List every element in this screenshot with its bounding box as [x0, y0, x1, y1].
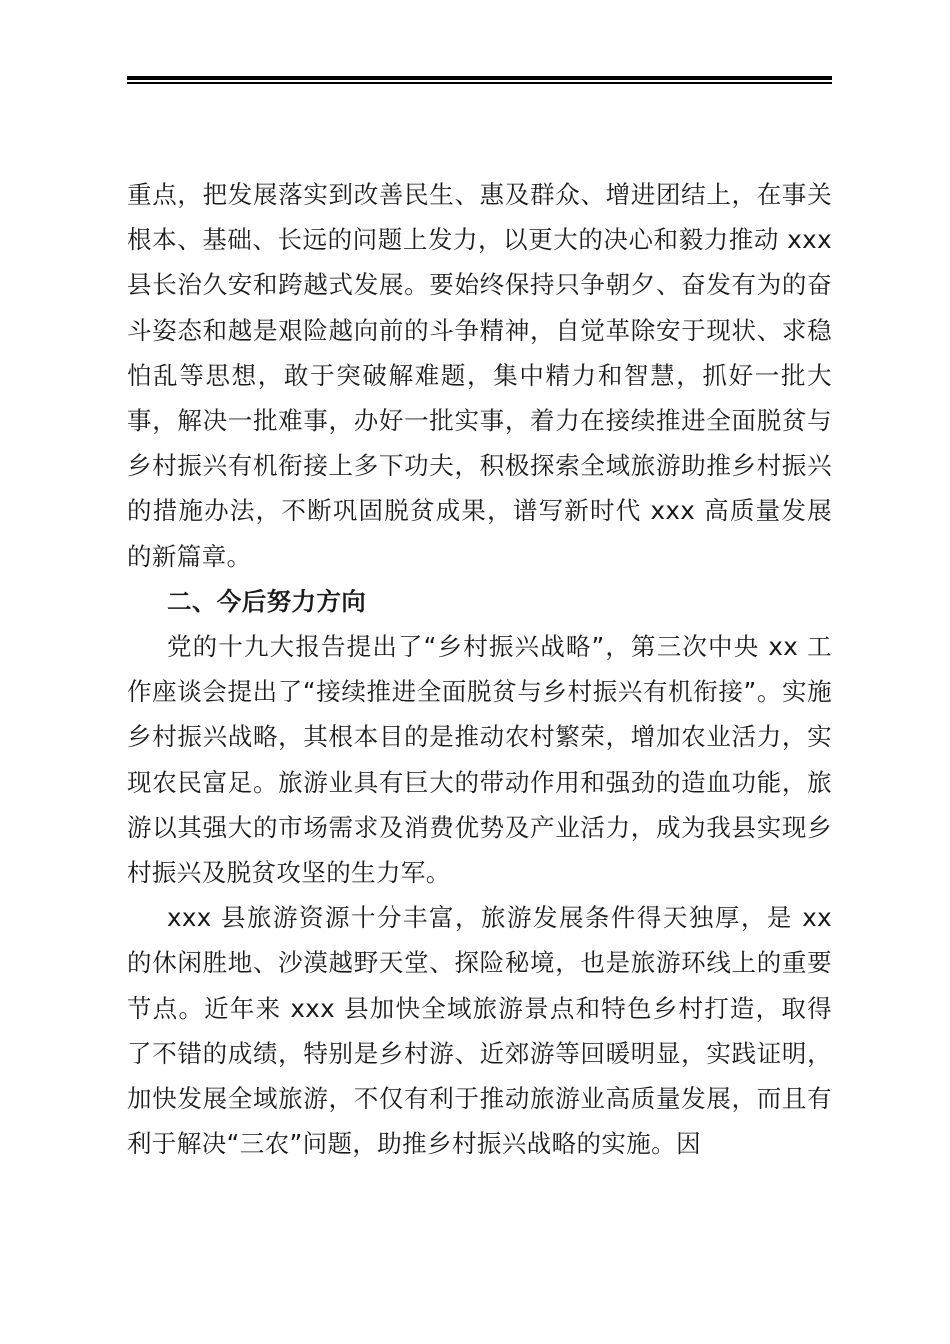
paragraph-strategy: 党的十九大报告提出了“乡村振兴战略”，第三次中央 xx 工作座谈会提出了“接续推进全面脱贫与乡村振兴有机衔接”。实施乡村振兴战略，其根本目的是推动农村繁荣，增加农业活力，实现农民富足。旅游业具有巨大的带动作用和强劲的造血功能，旅游以其强大的市场需求及消费优势及产业活力，成为我县实现乡村振兴及脱贫攻坚的生力军。: [127, 632, 832, 888]
section-heading: 二、今后努力方向: [167, 586, 367, 616]
paragraph-tourism: xxx 县旅游资源十分丰富，旅游发展条件得天独厚，是 xx 的休闲胜地、沙漠越野天堂、探险秘境，也是旅游环线上的重要节点。近年来 xxx 县加快全域旅游景点和特色乡村打造，取得了不错的成绩，特别是乡村游、近郊游等回暖明显，实践证明，加快发展全域旅游，不仅有利于推动旅游业高质量发展，而且有利于解决“三农”问题，助推乡村振兴战略的实施。因: [127, 903, 832, 1159]
header-double-rule-thick: [127, 76, 832, 80]
header-double-rule-thin: [127, 82, 832, 84]
paragraph-continued: 重点，把发展落实到改善民生、惠及群众、增进团结上，在事关根本、基础、长远的问题上发力，以更大的决心和毅力推动 xxx 县长治久安和跨越式发展。要始终保持只争朝夕、奋发有为的奋斗姿态和越是艰险越向前的斗争精神，自觉革除安于现状、求稳怕乱等思想，敢于突破解难题，集中精力和智慧，抓好一批大事，解决一批难事，办好一批实事，着力在接续推进全面脱贫与乡村振兴有机衔接上多下功夫，积极探索全域旅游助推乡村振兴的措施办法，不断巩固脱贫成果，谱写新时代 xxx 高质量发展的新篇章。: [127, 180, 832, 571]
document-body: [127, 172, 832, 1166]
